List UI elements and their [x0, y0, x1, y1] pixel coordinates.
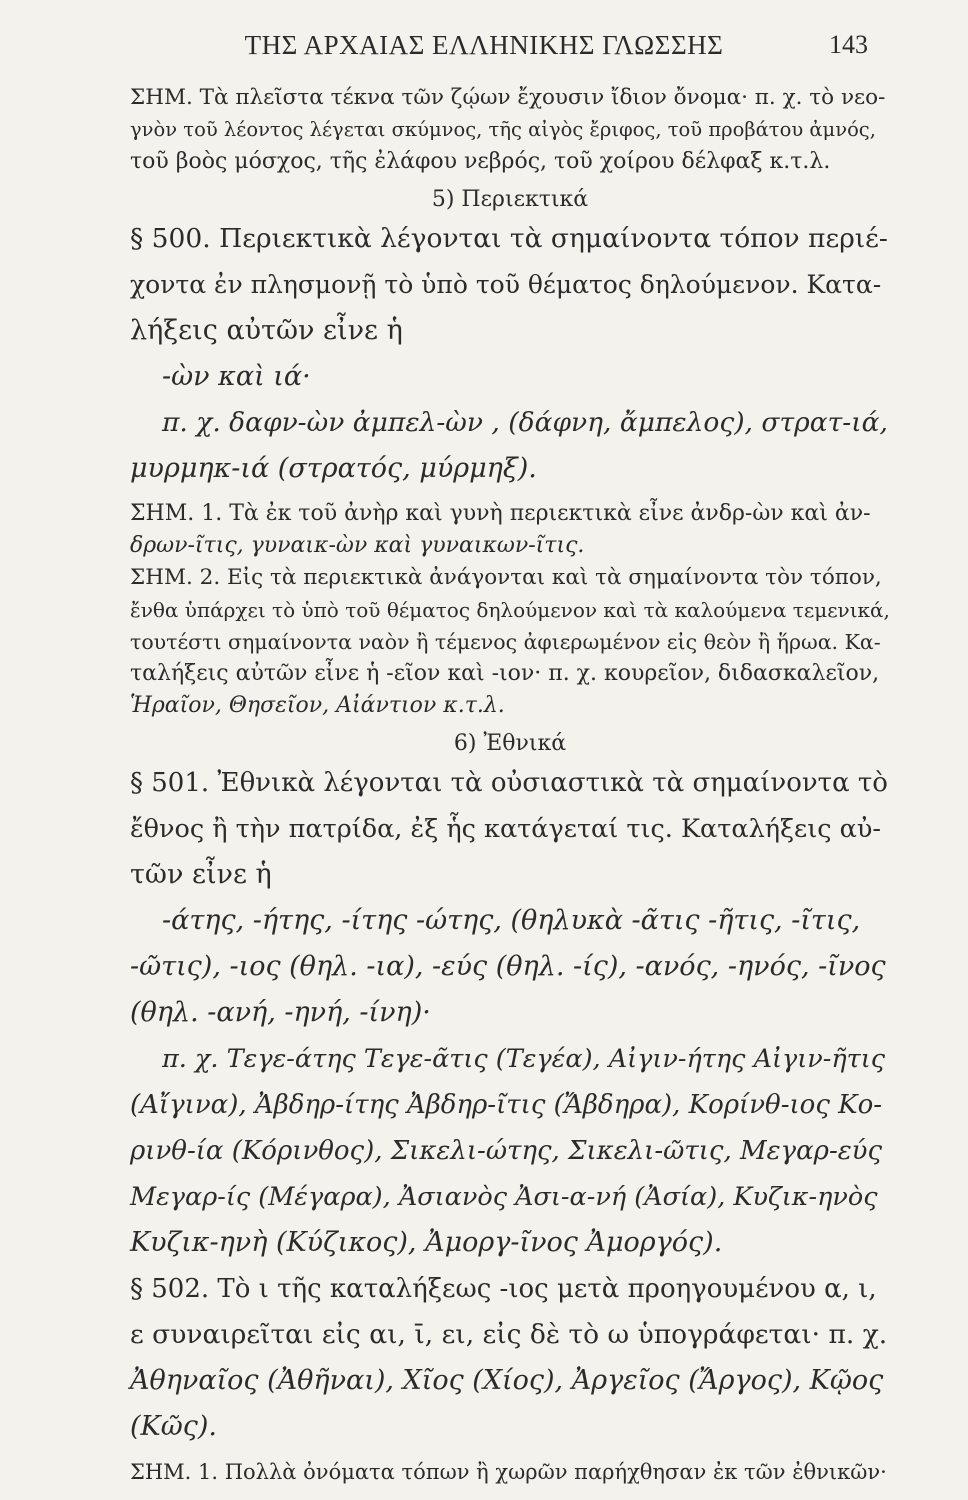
text-line: τῶν εἶνε ἡ [130, 859, 272, 890]
section-heading-periektika: 5) Περιεκτικά [431, 187, 589, 212]
text-line: ε συναιρεῖται εἰς αι, ῑ, ει, εἰς δὲ τὸ ω ὑπογράφεται· π. χ. [130, 1319, 888, 1350]
text-line: Μεγαρ-ίς (Μέγαρα), Ἀσιανὸς Ἀσι-α-νή (Ἀσία), Κυζικ-ηνὸς [130, 1182, 878, 1212]
text-line: § 500. Περιεκτικὰ λέγονται τὰ σημαίνοντα τόπον περιέ- [130, 223, 888, 254]
text-line: ΣΗΜ. 1. Τὰ ἐκ τοῦ ἀνὴρ καὶ γυνὴ περιεκτικὰ εἶνε ἀνδρ-ὼν καὶ ἀν- [130, 501, 871, 526]
text-line: Κυζικ-ηνὴ (Κύζικος), Ἀμοργ-ῖνος Ἀμοργός). [130, 1227, 723, 1258]
note-young-animals [130, 82, 890, 178]
paragraph-500 [130, 216, 890, 492]
text-line: (θηλ. -ανή, -ηνή, -ίνη)· [130, 997, 431, 1028]
text-line: π. χ. Τεγε-άτης Τεγε-ᾶτις (Τεγέα), Αἰγιν-ήτης Αἰγιν-ῆτις [162, 1044, 886, 1074]
page-number: 143 [829, 30, 868, 59]
text-line: § 501. Ἐθνικὰ λέγονται τὰ οὐσιαστικὰ τὰ σημαίνοντα τὸ [130, 768, 888, 798]
text-line: -άτης, -ήτης, -ίτης -ώτης, (θηλυκὰ -ᾶτις -ῆτις, -ῖτις, [162, 905, 861, 936]
text-line: μυρμηκ-ιά (στρατός, μύρμηξ). [130, 453, 537, 484]
text-line: (Αἴγινα), Ἀβδηρ-ίτης Ἀβδηρ-ῖτις (Ἄβδηρα), Κορίνθ-ιος Κο- [130, 1090, 883, 1120]
section-heading-ethnika: 6) Ἐθνικά [453, 731, 567, 756]
text-line: γνὸν τοῦ λέοντος λέγεται σκύμνος, τῆς αἰγὸς ἔριφος, τοῦ προβάτου ἀμνός, [130, 118, 876, 141]
text-line: (Κῶς). [130, 1411, 217, 1442]
paragraph-501 [130, 760, 890, 1266]
text-line: Ἡραῖον, Θησεῖον, Αἰάντιον κ.τ.λ. [130, 693, 505, 718]
note-502-1: ΣΗΜ. 1. Πολλὰ ὀνόματα τόπων ἢ χωρῶν παρήχθησαν ἐκ τῶν ἐθνικῶν· [130, 1460, 887, 1484]
note-500-1 [130, 498, 890, 562]
text-line: ἔθνος ἢ τὴν πατρίδα, ἐξ ἧς κατάγεταί τις. Καταλήξεις αὐ- [130, 814, 881, 844]
text-line: δρων-ῖτις, γυναικ-ὼν καὶ γυναικων-ῖτις. [130, 533, 585, 558]
text-line: Ἀθηναῖος (Ἀθῆναι), Χῖος (Χίος), Ἀργεῖος (Ἄργος), Κῷος [130, 1365, 884, 1396]
paragraph-502 [130, 1266, 890, 1450]
text-line: λήξεις αὐτῶν εἶνε ἡ [130, 315, 403, 346]
text-line: ρινθ-ία (Κόρινθος), Σικελι-ώτης, Σικελι-ῶτις, Μεγαρ-εύς [130, 1136, 883, 1166]
text-line: τουτέστι σημαίνοντα ναὸν ἢ τέμενος ἀφιερωμένον εἰς θεὸν ἢ ἥρωα. Κα- [130, 630, 881, 654]
text-line: ἔνθα ὑπάρχει τὸ ὑπὸ τοῦ θέματος δηλούμενον καὶ τὰ καλούμενα τεμενικά, [130, 598, 890, 622]
text-line: ΣΗΜ. 2. Εἰς τὰ περιεκτικὰ ἀνάγονται καὶ τὰ σημαίνοντα τὸν τόπον, [130, 565, 882, 590]
note-500-2 [130, 562, 890, 722]
running-title: ΤΗΣ ΑΡΧΑΙΑΣ ΕΛΛΗΝΙΚΗΣ ΓΛΩΣΣΗΣ [244, 30, 724, 60]
page-body [130, 82, 890, 1488]
text-line: ΣΗΜ. Τὰ πλεῖστα τέκνα τῶν ζῴων ἔχουσιν ἴδιον ὄνομα· π. χ. τὸ νεο- [130, 85, 886, 110]
text-line: τοῦ βοὸς μόσχος, τῆς ἐλάφου νεβρός, τοῦ χοίρου δέλφαξ κ.τ.λ. [130, 149, 831, 174]
text-line: § 502. Τὸ ι τῆς καταλήξεως -ιος μετὰ προηγουμένου α, ι, [130, 1274, 877, 1304]
page-header [100, 30, 868, 70]
text-line: π. χ. δαφν-ὼν ἀμπελ-ὼν , (δάφνη, ἄμπελος), στρατ-ιά, [162, 407, 888, 438]
text-line: ταλήξεις αὐτῶν εἶνε ἡ -εῖον καὶ -ιον· π. χ. κουρεῖον, διδασκαλεῖον, [130, 661, 880, 686]
text-line: -ὼν καὶ ιά· [162, 361, 311, 392]
text-line: χοντα ἐν πλησμονῇ τὸ ὑπὸ τοῦ θέματος δηλούμενον. Κατα- [130, 270, 882, 299]
text-line: -ῶτις), -ιος (θηλ. -ια), -εύς (θηλ. -ίς), -ανός, -ηνός, -ῖνος [130, 951, 886, 982]
